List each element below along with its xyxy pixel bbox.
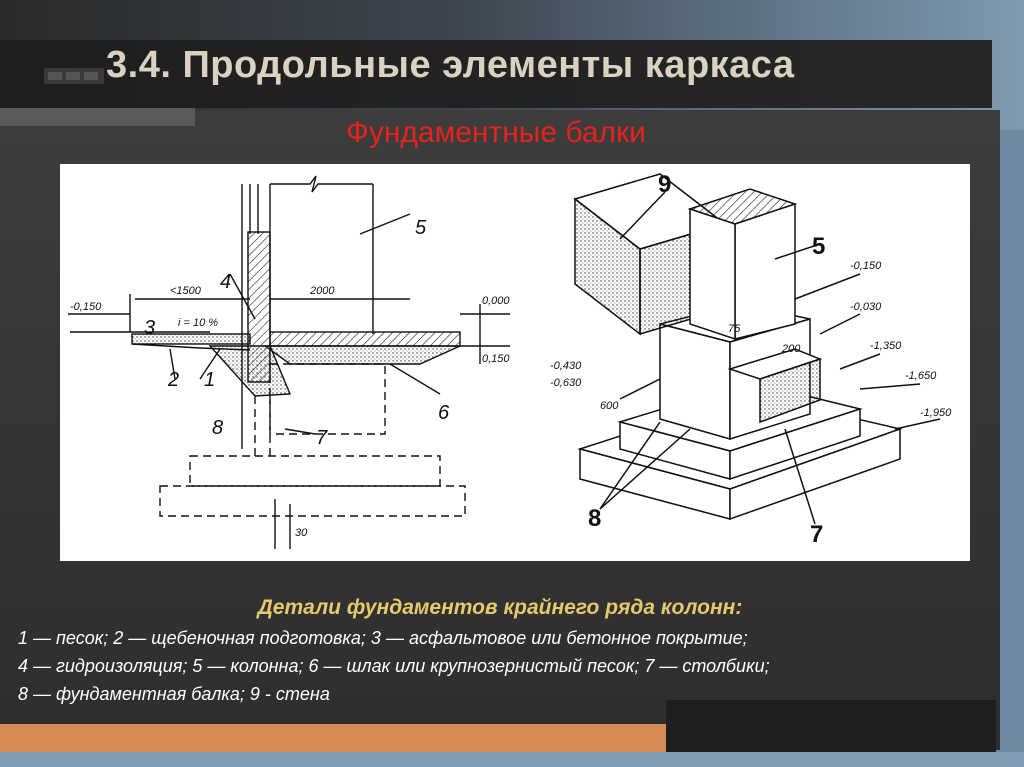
section-label-1: 1	[204, 369, 216, 391]
foundation-figure	[60, 164, 970, 561]
section-label-8: 8	[212, 417, 224, 439]
slide-title: 3.4. Продольные элементы каркаса	[106, 44, 795, 86]
iso-level-5: -1,950	[920, 407, 952, 419]
dim-length-1: <1500	[170, 285, 201, 297]
iso-level-3: -1,350	[870, 340, 902, 352]
iso-label-5: 5	[812, 233, 826, 260]
logo-icon	[44, 60, 104, 90]
footer-accent-bar	[0, 724, 666, 752]
caption-line-3: 8 — фундаментная балка; 9 - стена	[18, 684, 330, 704]
footer-dark-block	[666, 700, 996, 752]
caption-line-1: 1 — песок; 2 — щебеночная подготовка; 3 — асфальтовое или бетонное покрытие;	[18, 628, 748, 648]
iso-label-9: 9	[658, 171, 672, 198]
dim-right-level: 0,150	[482, 353, 510, 365]
iso-label-8: 8	[588, 505, 602, 532]
section-label-6: 6	[438, 402, 450, 424]
iso-left-level-1: -0,430	[550, 360, 582, 372]
section-view	[68, 176, 510, 549]
dim-left-level: -0,150	[70, 301, 102, 313]
iso-label-7: 7	[810, 521, 824, 548]
dim-top-level: 0,000	[482, 295, 510, 307]
section-label-2: 2	[168, 369, 180, 391]
iso-level-1: -0,150	[850, 260, 882, 272]
slide-subtitle: Фундаментные балки	[346, 116, 646, 149]
iso-dim-600: 600	[600, 400, 619, 412]
dim-gap: 30	[295, 527, 308, 539]
dim-length-2: 2000	[310, 285, 335, 297]
section-label-3: 3	[144, 317, 156, 339]
caption-heading: Детали фундаментов крайнего ряда колонн:	[257, 596, 743, 619]
dim-slope: i = 10 %	[178, 317, 219, 329]
iso-level-2: -0,030	[850, 301, 882, 313]
section-labels	[70, 217, 510, 539]
iso-dim-200: 200	[782, 343, 801, 355]
footer-strip	[0, 752, 1024, 767]
iso-level-4: -1,650	[905, 370, 937, 382]
section-label-7: 7	[316, 427, 328, 449]
iso-left-level-2: -0,630	[550, 377, 582, 389]
caption-line-2: 4 — гидроизоляция; 5 — колонна; 6 — шлак или крупнозернистый песок; 7 — столбики;	[18, 656, 770, 676]
section-label-5: 5	[415, 217, 427, 239]
iso-dim-75: 75	[728, 323, 741, 335]
foundation-drawing	[60, 164, 970, 561]
section-label-4: 4	[220, 271, 232, 293]
